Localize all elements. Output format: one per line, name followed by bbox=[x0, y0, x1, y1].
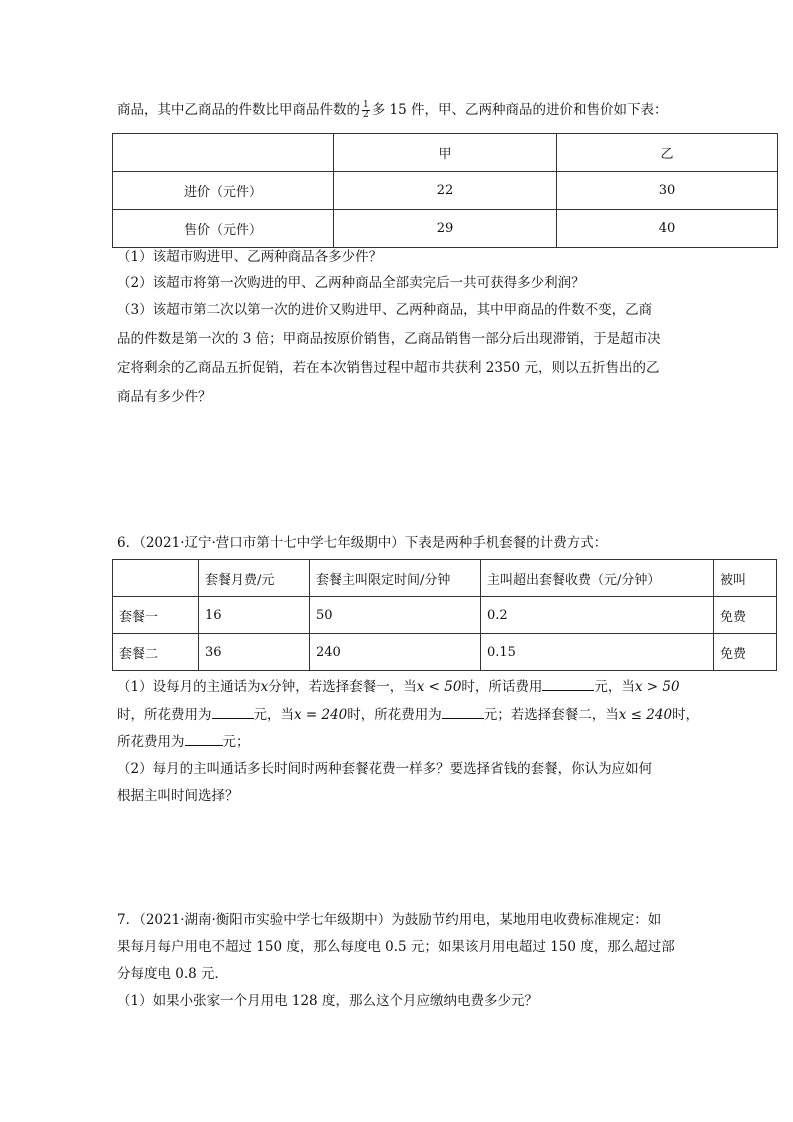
answer-blank[interactable] bbox=[542, 676, 594, 691]
table-cell: 50 bbox=[310, 597, 481, 634]
table-header-cell: 被叫 bbox=[714, 560, 777, 597]
table-header-cell bbox=[113, 560, 199, 597]
q5-price-table bbox=[112, 133, 778, 248]
q5-intro-post: 多 15 件，甲、乙两种商品的进价和售价如下表： bbox=[371, 102, 668, 118]
table-cell: 0.2 bbox=[481, 597, 714, 634]
q5-sub3-line3: 定将剩余的乙商品五折促销，若在本次销售过程中超市共获利 2350 元，则以五折售出的乙 bbox=[117, 360, 660, 376]
fraction-one-half: $\frac{1}{2}$ bbox=[363, 100, 369, 120]
q5-sub2: （2）该超市将第一次购进的甲、乙两种商品全部卖完后一共可获得多少利润？ bbox=[117, 275, 585, 291]
table-cell: 进价（元件） bbox=[113, 172, 334, 210]
answer-blank[interactable] bbox=[212, 704, 254, 719]
table-cell: 免费 bbox=[714, 597, 777, 634]
table-row bbox=[113, 634, 777, 671]
answer-blank[interactable] bbox=[442, 704, 484, 719]
table-header-cell: 甲 bbox=[334, 134, 557, 172]
table-row bbox=[113, 210, 778, 248]
q5-intro bbox=[117, 100, 668, 120]
table-cell: 30 bbox=[557, 172, 778, 210]
table-cell: 36 bbox=[199, 634, 310, 671]
q5-sub3-line2: 品的件数是第一次的 3 倍；甲商品按原价销售，乙商品销售一部分后出现滞销，于是超市决 bbox=[117, 331, 661, 347]
table-cell: 22 bbox=[334, 172, 557, 210]
q5-sub1: （1）该超市购进甲、乙两种商品各多少件？ bbox=[117, 249, 383, 265]
table-cell: 套餐二 bbox=[113, 634, 199, 671]
table-header-row bbox=[113, 560, 777, 597]
table-cell: 16 bbox=[199, 597, 310, 634]
table-cell: 29 bbox=[334, 210, 557, 248]
q6-sub2-line2: 根据主叫时间选择？ bbox=[117, 788, 239, 804]
q6-sub1-line1: （1）设每月的主通话为x分钟，若选择套餐一，当x < 50时，所话费用 元，当x > 50 bbox=[117, 676, 680, 697]
var-x: x bbox=[260, 679, 269, 695]
table-header-cell: 乙 bbox=[557, 134, 778, 172]
table-header-cell: 主叫超出套餐收费（元/分钟） bbox=[481, 560, 714, 597]
q7-sub1: （1）如果小张家一个月用电 128 度，那么这个月应缴纳电费多少元？ bbox=[117, 993, 538, 1009]
table-header-cell: 套餐月费/元 bbox=[199, 560, 310, 597]
q6-sub2-line1: （2）每月的主叫通话多长时间时两种套餐花费一样多？要选择省钱的套餐，你认为应如何 bbox=[117, 761, 653, 777]
table-cell: 售价（元件） bbox=[113, 210, 334, 248]
table-header-row bbox=[113, 134, 778, 172]
q7-line3: 分每度电 0.8 元． bbox=[117, 966, 229, 982]
table-header-cell: 套餐主叫限定时间/分钟 bbox=[310, 560, 481, 597]
table-cell: 套餐一 bbox=[113, 597, 199, 634]
q6-sub1-line2: 时，所花费用为 元，当x = 240时，所花费用为 元；若选择套餐二，当x ≤ 240时， bbox=[117, 704, 699, 725]
table-row bbox=[113, 172, 778, 210]
q6-sub1-line3: 所花费用为 元； bbox=[117, 731, 250, 752]
table-cell: 240 bbox=[310, 634, 481, 671]
table-header-cell bbox=[113, 134, 334, 172]
q7-line1: 7．（2021·湖南·衡阳市实验中学七年级期中）为鼓励节约用电，某地用电收费标准规定：如 bbox=[117, 912, 662, 928]
table-cell: 免费 bbox=[714, 634, 777, 671]
table-row bbox=[113, 597, 777, 634]
answer-blank[interactable] bbox=[185, 731, 223, 746]
table-cell: 40 bbox=[557, 210, 778, 248]
q5-intro-pre: 商品，其中乙商品的件数比甲商品件数的 bbox=[117, 102, 360, 118]
q5-sub3-line1: （3）该超市第二次以第一次的进价又购进甲、乙两种商品，其中甲商品的件数不变，乙商 bbox=[117, 302, 653, 318]
q6-plan-table bbox=[112, 559, 777, 671]
q6-title: 6．（2021·辽宁·营口市第十七中学七年级期中）下表是两种手机套餐的计费方式： bbox=[117, 535, 608, 551]
q7-line2: 果每月每户用电不超过 150 度，那么每度电 0.5 元；如果该月用电超过 150 度，那么超过部 bbox=[117, 939, 675, 955]
q5-sub3-line4: 商品有多少件？ bbox=[117, 389, 212, 405]
table-cell: 0.15 bbox=[481, 634, 714, 671]
